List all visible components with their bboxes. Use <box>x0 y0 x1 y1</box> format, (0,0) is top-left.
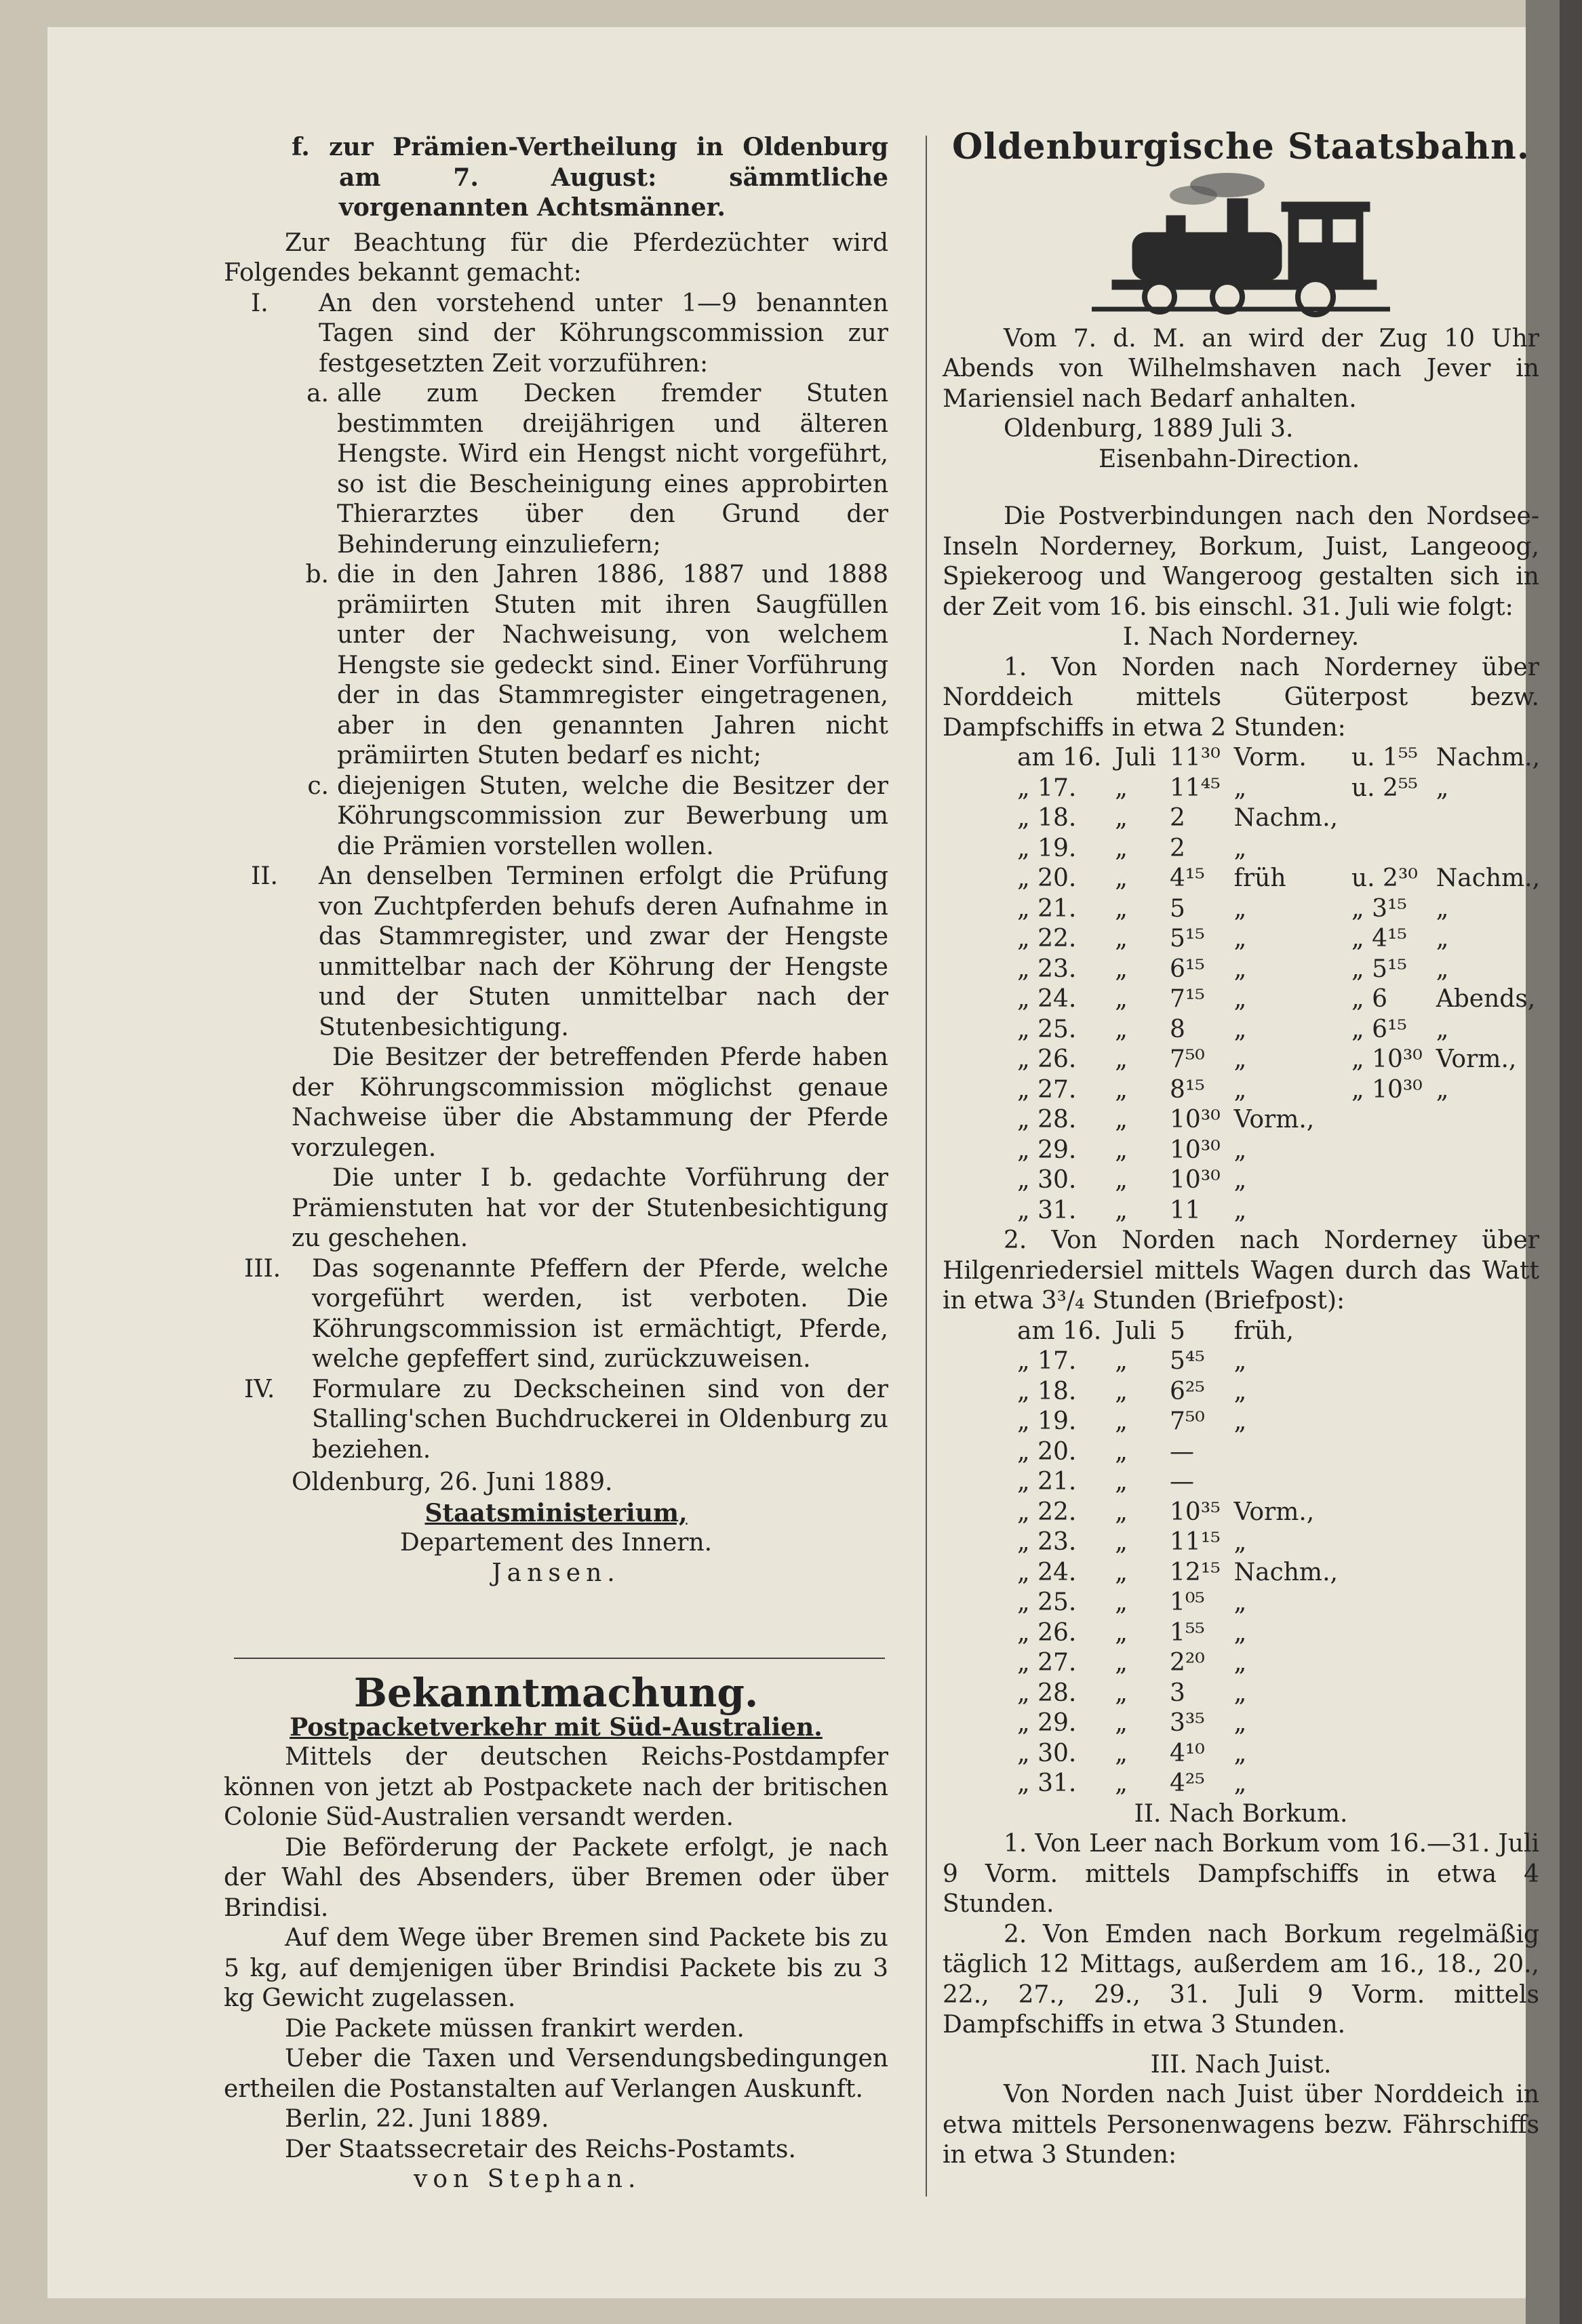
right-column <box>943 126 1541 2171</box>
timetable-cell: „ <box>1233 1407 1247 1435</box>
timetable-cell: „ 28. <box>1017 1679 1077 1707</box>
timetable-cell: „ 23. <box>1017 1528 1077 1556</box>
timetable-cell: „ <box>1233 1528 1247 1556</box>
date-line: Berlin, 22. Juni 1889. <box>285 2105 549 2133</box>
timetable-cell: 5 <box>1169 894 1185 923</box>
route-norden-juist: Von Norden nach Juist über Norddeich in etwa mittels Personenwagens bezw. Fährschiffs in etwa 3 Stunden: <box>943 2081 1539 2169</box>
bekanntmachung-subtitle: Postpacketverkehr mit Süd-Australien. <box>290 1712 823 1742</box>
timetable-row <box>1010 1377 1345 1407</box>
item-label: I. <box>251 289 269 317</box>
signature-department: Departement des Innern. <box>399 1529 713 1557</box>
timetable-cell: „ 18. <box>1017 804 1077 832</box>
timetable-cell: „ <box>1233 1649 1247 1677</box>
timetable-cell: „ <box>1115 1649 1128 1677</box>
timetable-cell: 4²⁵ <box>1169 1769 1205 1797</box>
post-intro: Die Postverbindungen nach den Nordsee-Inseln Norderney, Borkum, Juist, Langeoog, Spiekeroog und Wangeroog gestalten sich in der Zeit vom 16. bis einschl. 31. Juli wie folgt: <box>943 502 1539 621</box>
timetable-row <box>1010 834 1547 864</box>
bekanntmachung-title: Bekanntmachung. <box>353 1670 759 1716</box>
timetable-cell: 11³⁰ <box>1169 744 1221 772</box>
timetable-cell: u. 1⁵⁵ <box>1351 744 1418 772</box>
route-emden-borkum: 2. Von Emden nach Borkum regelmäßig täglich 12 Mittags, außerdem am 16., 18., 20., 22., 27., 29., 31. Juli 9 Vorm. mittels Dampfschiffs in etwa 3 Stunden. <box>943 1920 1539 2039</box>
timetable-cell: „ <box>1233 1739 1247 1767</box>
timetable-cell: „ <box>1115 1136 1128 1164</box>
timetable-cell: 10³⁰ <box>1169 1166 1221 1194</box>
timetable-cell: „ <box>1436 774 1449 802</box>
item-text: An den vorstehend unter 1—9 benannten Tagen sind der Köhrungscommission zur festgesetzten Zeit vorzuführen: <box>319 289 888 378</box>
timetable-cell: „ 31. <box>1017 1769 1077 1797</box>
railway-signature: Eisenbahn-Direction. <box>1099 445 1360 473</box>
paragraph: Die unter I b. gedachte Vorführung der Prämienstuten hat vor der Stutenbesichtigung zu geschehen. <box>292 1164 888 1252</box>
timetable-cell: „ 4¹⁵ <box>1351 925 1407 953</box>
timetable-cell: „ <box>1115 1558 1128 1586</box>
timetable-row <box>1010 1407 1345 1437</box>
timetable-cell: „ <box>1115 985 1128 1013</box>
timetable-cell: „ <box>1115 1679 1128 1707</box>
timetable-cell: „ 24. <box>1017 1558 1077 1586</box>
timetable-cell: „ 20. <box>1017 1437 1077 1466</box>
timetable-cell: Vorm., <box>1233 1106 1315 1134</box>
item-label: c. <box>307 772 329 800</box>
timetable-row <box>1010 1437 1345 1468</box>
timetable-row <box>1010 1136 1547 1166</box>
paragraph: Die Besitzer der betreffenden Pferde haben der Köhrungscommission möglichst genaue Nachweise über die Abstammung der Pferde vorzulegen. <box>292 1043 888 1162</box>
timetable-row <box>1010 1618 1345 1649</box>
left-column <box>224 132 888 1588</box>
timetable-cell: „ <box>1115 894 1128 923</box>
timetable-cell: „ <box>1115 804 1128 832</box>
timetable-row <box>1010 1498 1345 1528</box>
timetable-cell: „ <box>1115 1075 1128 1104</box>
timetable-cell <box>1429 803 1547 834</box>
timetable-cell: „ 3¹⁵ <box>1351 894 1407 923</box>
item-IV <box>224 1375 888 1466</box>
timetable-cell: „ <box>1233 1075 1247 1104</box>
timetable-cell: „ <box>1436 894 1449 923</box>
timetable-cell: 1⁰⁵ <box>1169 1588 1205 1616</box>
timetable-cell: „ <box>1233 1015 1247 1043</box>
item-label: III. <box>244 1254 281 1283</box>
timetable-norderney-1 <box>1010 743 1547 1226</box>
timetable-cell: „ <box>1436 1075 1449 1104</box>
timetable-row <box>1010 984 1547 1015</box>
timetable-row <box>1010 1045 1547 1075</box>
timetable-cell: „ <box>1233 1196 1247 1224</box>
signature-title: Der Staatssecretair des Reichs-Postamts. <box>285 2135 796 2163</box>
timetable-cell: „ 6¹⁵ <box>1351 1015 1407 1043</box>
timetable-cell: „ <box>1115 1468 1128 1496</box>
date-line: Oldenburg, 26. Juni 1889. <box>292 1468 613 1496</box>
timetable-cell: Abends, <box>1436 985 1536 1013</box>
timetable-row <box>1010 1679 1345 1709</box>
timetable-cell: „ <box>1436 925 1449 953</box>
timetable-cell <box>1429 1196 1547 1226</box>
timetable-cell: Juli <box>1115 744 1156 772</box>
locomotive-illustration <box>1092 168 1390 317</box>
timetable-cell <box>1429 1136 1547 1166</box>
timetable-cell: 1⁵⁵ <box>1169 1618 1205 1647</box>
item-III <box>224 1254 888 1375</box>
timetable-cell: „ <box>1115 1347 1128 1375</box>
timetable-row <box>1010 955 1547 985</box>
section-divider <box>234 1658 885 1659</box>
route-norden-norddeich: 1. Von Norden nach Norderney über Norddeich mittels Güterpost bezw. Dampfschiffs in etwa 2 Stunden: <box>943 653 1539 742</box>
item-label: b. <box>305 561 329 588</box>
timetable-cell: „ 29. <box>1017 1136 1077 1164</box>
timetable-cell: 5 <box>1169 1317 1185 1345</box>
timetable-cell: Vorm., <box>1233 1498 1315 1526</box>
timetable-cell: „ 23. <box>1017 955 1077 983</box>
timetable-cell: „ <box>1115 1045 1128 1073</box>
timetable-cell: Nachm., <box>1436 744 1541 772</box>
timetable-cell: Nachm., <box>1233 804 1338 832</box>
timetable-row <box>1010 894 1547 925</box>
timetable-cell: „ 25. <box>1017 1588 1077 1616</box>
timetable-row <box>1010 1769 1345 1799</box>
timetable-cell: 10³⁵ <box>1169 1498 1221 1526</box>
route-leer-borkum: 1. Von Leer nach Borkum vom 16.—31. Juli 9 Vorm. mittels Dampfschiffs in etwa 4 Stunden. <box>943 1830 1539 1918</box>
timetable-cell: „ <box>1115 1437 1128 1466</box>
timetable-cell: „ 17. <box>1017 774 1077 802</box>
timetable-cell: „ <box>1233 1377 1247 1405</box>
timetable-cell: „ <box>1233 834 1247 862</box>
timetable-cell <box>1345 1165 1429 1196</box>
timetable-row <box>1010 1317 1345 1347</box>
item-text: die in den Jahren 1886, 1887 und 1888 prämiirten Stuten mit ihren Saugfüllen unter der Nachweisung, von welchem Hengste sie gedeckt sind. Einer Vorführung der in das Stammregister eingetragenen, aber in den genannten Jahren nicht prämiirten Stuten bedarf es nicht; <box>337 561 888 769</box>
timetable-cell <box>1429 1165 1547 1196</box>
timetable-cell: 8 <box>1169 1015 1185 1043</box>
timetable-cell: „ <box>1233 925 1247 953</box>
timetable-cell: „ 22. <box>1017 925 1077 953</box>
timetable-cell: 11⁴⁵ <box>1169 774 1221 802</box>
timetable-cell: „ <box>1233 1045 1247 1073</box>
timetable-cell: „ 22. <box>1017 1498 1077 1526</box>
timetable-cell: 3 <box>1169 1679 1185 1707</box>
timetable-row <box>1010 1558 1345 1588</box>
route-norden-hilgenriedersiel: 2. Von Norden nach Norderney über Hilgenriedersiel mittels Wagen durch das Watt in etwa 3³/₄ Stunden (Briefpost): <box>943 1226 1539 1315</box>
item-II <box>224 862 888 1043</box>
timetable-cell: am 16. <box>1017 744 1102 772</box>
heading-juist: III. Nach Juist. <box>1150 2050 1332 2079</box>
item-text: alle zum Decken fremder Stuten bestimmten dreijährigen und älteren Hengste. Wird ein Hengst nicht vorgeführt, so ist die Bescheinigung eines approbirten Thierarztes über den Grund der Behinderung einzuliefern; <box>337 380 888 559</box>
signature-name: von Stephan. <box>414 2165 641 2193</box>
timetable-cell: „ <box>1115 1528 1128 1556</box>
timetable-cell: „ <box>1115 1769 1128 1797</box>
timetable-row <box>1010 924 1547 955</box>
timetable-cell: „ 10³⁰ <box>1351 1045 1423 1073</box>
timetable-cell: „ <box>1233 1679 1247 1707</box>
timetable-cell: „ <box>1115 1407 1128 1435</box>
timetable-row <box>1010 1346 1345 1377</box>
timetable-cell: 8¹⁵ <box>1169 1075 1205 1104</box>
timetable-cell: „ <box>1115 864 1128 892</box>
timetable-cell: „ <box>1233 1769 1247 1797</box>
item-label: II. <box>251 862 278 890</box>
timetable-cell <box>1345 1136 1429 1166</box>
timetable-row <box>1010 1648 1345 1679</box>
timetable-cell: „ 29. <box>1017 1709 1077 1737</box>
timetable-cell: 11 <box>1169 1196 1201 1224</box>
timetable-cell: Nachm., <box>1436 864 1541 892</box>
timetable-cell: 7¹⁵ <box>1169 985 1205 1013</box>
timetable-cell: „ 24. <box>1017 985 1077 1013</box>
timetable-cell: Juli <box>1115 1317 1156 1345</box>
timetable-cell: 10³⁰ <box>1169 1106 1221 1134</box>
timetable-row <box>1010 1105 1547 1136</box>
timetable-cell <box>1429 834 1547 864</box>
timetable-cell: „ <box>1115 1739 1128 1767</box>
timetable-cell: „ <box>1115 834 1128 862</box>
timetable-cell: „ 17. <box>1017 1347 1077 1375</box>
railway-title: Oldenburgische Staatsbahn. <box>952 126 1530 167</box>
timetable-cell: „ 31. <box>1017 1196 1077 1224</box>
timetable-cell <box>1345 1196 1429 1226</box>
timetable-row <box>1010 1165 1547 1196</box>
timetable-cell: „ <box>1233 894 1247 923</box>
timetable-cell: „ 10³⁰ <box>1351 1075 1423 1104</box>
timetable-cell: „ <box>1115 1498 1128 1526</box>
item-Ib <box>224 560 888 772</box>
timetable-cell <box>1345 1105 1429 1136</box>
timetable-cell: 7⁵⁰ <box>1169 1407 1205 1435</box>
timetable-cell: am 16. <box>1017 1317 1102 1345</box>
timetable-cell: „ <box>1233 774 1247 802</box>
timetable-cell: „ 20. <box>1017 864 1077 892</box>
timetable-cell: 11¹⁵ <box>1169 1528 1221 1556</box>
timetable-cell: „ <box>1115 1196 1128 1224</box>
section-f: f. zur Prämien-Vertheilung in Oldenburg am 7. August: sämmtliche vorgenannten Achtsmänner. <box>292 133 888 222</box>
timetable-cell: 2 <box>1169 804 1185 832</box>
timetable-row <box>1010 1015 1547 1045</box>
timetable-row <box>1010 803 1547 834</box>
timetable-cell: „ <box>1115 1377 1128 1405</box>
paragraph: Die Packete müssen frankirt werden. <box>285 2014 745 2043</box>
timetable-cell: „ <box>1233 1709 1247 1737</box>
left-column-bekanntmachung <box>224 1671 888 2195</box>
paragraph: Ueber die Taxen und Versendungsbedingungen ertheilen die Postanstalten auf Verlangen Auskunft. <box>224 2045 888 2103</box>
timetable-cell: „ <box>1115 955 1128 983</box>
timetable-cell: „ <box>1115 774 1128 802</box>
timetable-cell: „ <box>1233 1136 1247 1164</box>
timetable-row <box>1010 1708 1345 1739</box>
timetable-cell: „ <box>1115 1618 1128 1647</box>
timetable-cell: „ 5¹⁵ <box>1351 955 1407 983</box>
timetable-cell: „ <box>1233 1618 1247 1647</box>
timetable-cell: „ 26. <box>1017 1045 1077 1073</box>
timetable-cell: „ <box>1233 1588 1247 1616</box>
timetable-row <box>1010 1527 1345 1558</box>
timetable-cell: 6¹⁵ <box>1169 955 1205 983</box>
timetable-cell: 10³⁰ <box>1169 1136 1221 1164</box>
timetable-row <box>1010 1467 1345 1498</box>
timetable-cell: „ 18. <box>1017 1377 1077 1405</box>
timetable-row <box>1010 743 1547 774</box>
timetable-cell: — <box>1169 1468 1194 1496</box>
railway-date: Oldenburg, 1889 Juli 3. <box>1004 415 1294 443</box>
heading-norderney: I. Nach Norderney. <box>1122 623 1360 651</box>
heading-borkum: II. Nach Borkum. <box>1134 1799 1348 1828</box>
timetable-row <box>1010 1739 1345 1769</box>
timetable-cell: „ 19. <box>1017 834 1077 862</box>
timetable-cell: 2²⁰ <box>1169 1649 1205 1677</box>
timetable-cell: „ <box>1436 955 1449 983</box>
timetable-cell: Vorm. <box>1233 744 1307 772</box>
timetable-cell <box>1345 803 1429 834</box>
item-text: An denselben Terminen erfolgt die Prüfung von Zuchtpferden behufs deren Aufnahme in das Stammregister, und zwar der Hengste unmittelbar nach der Köhrung der Hengste und der Stuten unmittelbar nach der Stutenbesichtigung. <box>319 862 888 1041</box>
timetable-cell: „ <box>1233 1347 1247 1375</box>
railway-notice: Vom 7. d. M. an wird der Zug 10 Uhr Abends von Wilhelmshaven nach Jever in Mariensiel nach Bedarf anhalten. <box>943 324 1539 413</box>
timetable-cell: „ <box>1115 1015 1128 1043</box>
timetable-cell: 5⁴⁵ <box>1169 1347 1205 1375</box>
timetable-cell: „ 6 <box>1351 985 1387 1013</box>
timetable-row <box>1010 1588 1345 1618</box>
timetable-cell: 3³⁵ <box>1169 1709 1205 1737</box>
timetable-row <box>1010 864 1547 894</box>
timetable-cell: „ 21. <box>1017 894 1077 923</box>
timetable-cell: 12¹⁵ <box>1169 1558 1221 1586</box>
timetable-cell: „ <box>1115 1106 1128 1134</box>
paragraph: Mittels der deutschen Reichs-Postdampfer können von jetzt ab Postpackete nach der britischen Colonie Süd-Australien versandt werden. <box>224 1743 888 1831</box>
signature-ministry: Staatsministerium, <box>424 1498 688 1527</box>
timetable-cell: „ <box>1233 955 1247 983</box>
item-Ic <box>224 772 888 862</box>
timetable-cell: „ 27. <box>1017 1649 1077 1677</box>
timetable-cell: u. 2⁵⁵ <box>1351 774 1418 802</box>
timetable-cell: „ 28. <box>1017 1106 1077 1134</box>
timetable-row <box>1010 1075 1547 1106</box>
timetable-cell: „ <box>1436 1015 1449 1043</box>
timetable-cell: „ 30. <box>1017 1739 1077 1767</box>
timetable-cell: „ <box>1115 1166 1128 1194</box>
timetable-cell: 6²⁵ <box>1169 1377 1205 1405</box>
timetable-cell: „ 21. <box>1017 1468 1077 1496</box>
timetable-cell: früh <box>1233 864 1286 892</box>
signature-name: Jansen. <box>492 1559 620 1587</box>
timetable-cell <box>1345 834 1429 864</box>
item-label: IV. <box>244 1375 275 1403</box>
item-Ia <box>224 379 888 560</box>
paragraph-beachtung: Zur Beachtung für die Pferdezüchter wird Folgendes bekannt gemacht: <box>224 228 888 287</box>
timetable-cell: „ <box>1233 985 1247 1013</box>
timetable-cell: Nachm., <box>1233 1558 1338 1586</box>
page-edge-dark <box>1560 0 1582 2324</box>
timetable-cell: früh, <box>1233 1317 1294 1345</box>
item-I <box>224 289 888 380</box>
timetable-cell: 5¹⁵ <box>1169 925 1205 953</box>
timetable-cell: „ 19. <box>1017 1407 1077 1435</box>
timetable-cell: Vorm., <box>1436 1045 1517 1073</box>
timetable-cell: „ 25. <box>1017 1015 1077 1043</box>
timetable-cell: u. 2³⁰ <box>1351 864 1418 892</box>
timetable-cell <box>1227 1467 1345 1498</box>
item-text: Das sogenannte Pfeffern der Pferde, welche vorgeführt werden, ist verboten. Die Köhrungscommission ist ermächtigt, Pferde, welche gepfeffert sind, zurückzuweisen. <box>312 1254 888 1373</box>
column-divider <box>926 136 927 2197</box>
timetable-cell: 7⁵⁰ <box>1169 1045 1205 1073</box>
paragraph: Die Beförderung der Packete erfolgt, je nach der Wahl des Absenders, über Bremen oder über Brindisi. <box>224 1833 888 1922</box>
timetable-cell: 4¹⁵ <box>1169 864 1205 892</box>
item-text: diejenigen Stuten, welche die Besitzer der Köhrungscommission zur Bewerbung um die Prämien vorstellen wollen. <box>337 772 888 860</box>
timetable-cell: — <box>1169 1437 1194 1466</box>
timetable-norderney-2 <box>1010 1317 1345 1799</box>
timetable-cell: „ 26. <box>1017 1618 1077 1647</box>
item-label: a. <box>306 380 329 407</box>
timetable-cell: „ <box>1115 1709 1128 1737</box>
timetable-cell: „ <box>1115 925 1128 953</box>
timetable-cell: 4¹⁰ <box>1169 1739 1205 1767</box>
timetable-cell: „ 27. <box>1017 1075 1077 1104</box>
timetable-cell <box>1429 1105 1547 1136</box>
timetable-cell: „ <box>1115 1588 1128 1616</box>
timetable-cell <box>1227 1437 1345 1468</box>
timetable-row <box>1010 1196 1547 1226</box>
item-text: Formulare zu Deckscheinen sind von der Stalling'schen Buchdruckerei in Oldenburg zu beziehen. <box>312 1375 888 1464</box>
timetable-cell: „ <box>1233 1166 1247 1194</box>
paragraph: Auf dem Wege über Bremen sind Packete bis zu 5 kg, auf demjenigen über Brindisi Packete bis zu 3 kg Gewicht zugelassen. <box>224 1924 888 2012</box>
timetable-row <box>1010 774 1547 804</box>
timetable-cell: 2 <box>1169 834 1185 862</box>
timetable-cell: „ 30. <box>1017 1166 1077 1194</box>
